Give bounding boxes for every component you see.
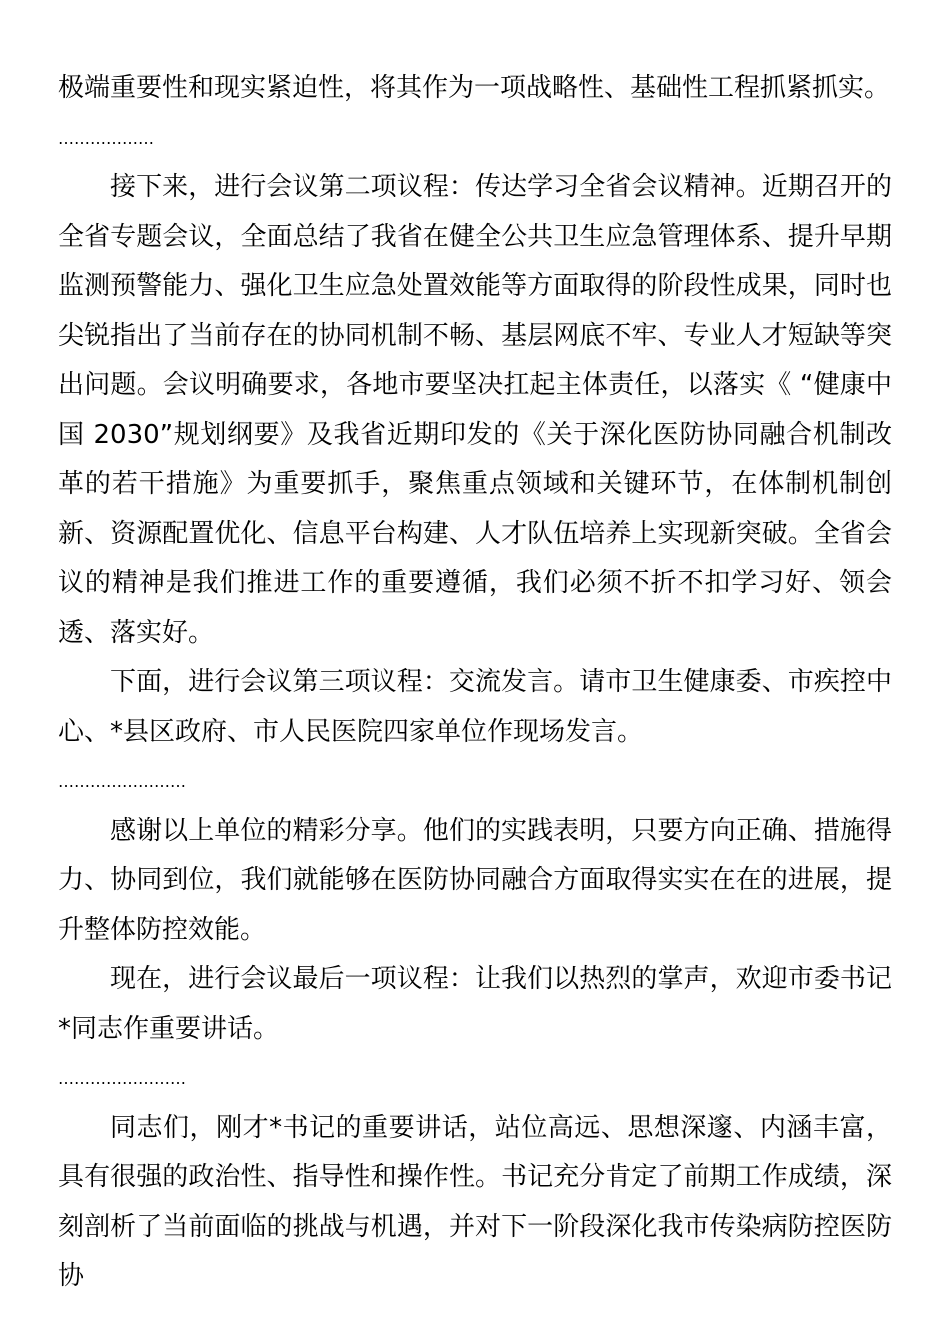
paragraph-final-agenda: 现在，进行会议最后一项议程：让我们以热烈的掌声，欢迎市委书记*同志作重要讲话。 <box>58 964 892 1044</box>
ellipsis-separator: …………………… <box>58 1069 186 1088</box>
paragraph-agenda-three: 下面，进行会议第三项议程：交流发言。请市卫生健康委、市疾控中心、*县区政府、市人民医院四家单位作现场发言。 <box>58 667 892 747</box>
paragraph-agenda-two: 接下来，进行会议第二项议程：传达学习全省会议精神。近期召开的全省专题会议，全面总结了我省在健全公共卫生应急管理体系、提升早期监测预警能力、强化卫生应急处置效能等方面取得的阶段性成果，同时也尖锐指出了当前存在的协同机制不畅、基层网底不牢、专业人才短缺等突出问题。会议明确要求，各地市要坚决扛起主体责任，以落实《 “健康中国 2030”规划纲要》及我省近期印发的《关于深化医防协同融合机制改革的若干措施》为重要抓手，聚焦重点领域和关键环节，在体制机制创新、资源配置优化、信息平台构建、人才队伍培养上实现新突破。全省会议的精神是我们推进工作的重要遵循，我们必须不折不扣学习好、领会透、落实好。 <box>58 172 892 648</box>
paragraph-closing: 同志们，刚才*书记的重要讲话，站位高远、思想深邃、内涵丰富，具有很强的政治性、指导性和操作性。书记充分肯定了前期工作成绩，深刻剖析了当前面临的挑战与机遇，并对下一阶段深化我市传染病防控医防协 <box>58 1112 892 1291</box>
paragraph-continuation: 极端重要性和现实紧迫性，将其作为一项战略性、基础性工程抓紧抓实。 <box>58 73 891 103</box>
paragraph-thanks: 感谢以上单位的精彩分享。他们的实践表明，只要方向正确、措施得力、协同到位，我们就能够在医防协同融合方面取得实实在在的进展，提升整体防控效能。 <box>58 815 892 945</box>
ellipsis-separator: …………………… <box>58 772 186 791</box>
ellipsis-separator: ……………… <box>58 128 154 148</box>
